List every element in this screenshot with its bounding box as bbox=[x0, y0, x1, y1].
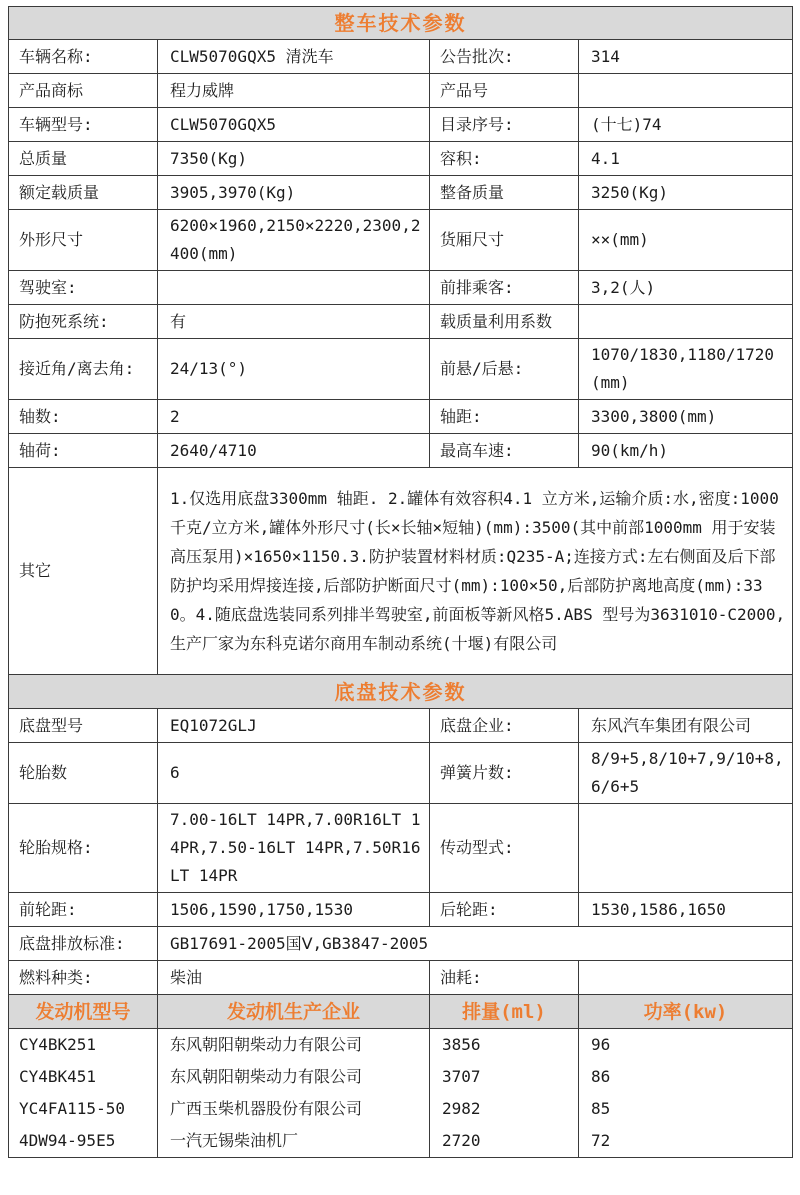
value-announcement-batch: 314 bbox=[579, 40, 793, 74]
label-spring-leaves: 弹簧片数: bbox=[430, 743, 579, 804]
engine-row bbox=[9, 1061, 793, 1093]
value-catalog-number: (十七)74 bbox=[579, 108, 793, 142]
value-approach-departure-angle: 24/13(°) bbox=[158, 339, 430, 400]
label-product-number: 产品号 bbox=[430, 74, 579, 108]
value-wheelbase: 3300,3800(mm) bbox=[579, 400, 793, 434]
label-curb-weight: 整备质量 bbox=[430, 176, 579, 210]
value-cargo-box-dimensions: ××(mm) bbox=[579, 210, 793, 271]
engine-row bbox=[9, 1093, 793, 1125]
table-row-model bbox=[9, 108, 793, 142]
value-cab bbox=[158, 271, 430, 305]
value-abs-system: 有 bbox=[158, 305, 430, 339]
label-fuel-type: 燃料种类: bbox=[9, 961, 158, 995]
value-rated-load: 3905,3970(Kg) bbox=[158, 176, 430, 210]
table-row-cab bbox=[9, 271, 793, 305]
engine-header-model: 发动机型号 bbox=[9, 995, 158, 1029]
value-rear-track: 1530,1586,1650 bbox=[579, 893, 793, 927]
label-announcement-batch: 公告批次: bbox=[430, 40, 579, 74]
label-gross-mass: 总质量 bbox=[9, 142, 158, 176]
value-transmission-type bbox=[579, 804, 793, 893]
label-tire-spec: 轮胎规格: bbox=[9, 804, 158, 893]
label-max-speed: 最高车速: bbox=[430, 434, 579, 468]
table-row-fuel bbox=[9, 961, 793, 995]
label-vehicle-name: 车辆名称: bbox=[9, 40, 158, 74]
value-product-brand: 程力威牌 bbox=[158, 74, 430, 108]
table-row-emission bbox=[9, 927, 793, 961]
engine-maker-cell: 广西玉柴机器股份有限公司 bbox=[158, 1093, 430, 1125]
table-row-gross-mass bbox=[9, 142, 793, 176]
label-cab: 驾驶室: bbox=[9, 271, 158, 305]
table-row-vehicle-name bbox=[9, 40, 793, 74]
engine-model-cell: CY4BK251 bbox=[9, 1029, 158, 1062]
engine-maker-cell: 东风朝阳朝柴动力有限公司 bbox=[158, 1029, 430, 1062]
label-front-passengers: 前排乘客: bbox=[430, 271, 579, 305]
label-front-rear-overhang: 前悬/后悬: bbox=[430, 339, 579, 400]
vehicle-section-header-row bbox=[9, 7, 793, 40]
value-axle-count: 2 bbox=[158, 400, 430, 434]
table-row-dimensions bbox=[9, 210, 793, 271]
label-axle-count: 轴数: bbox=[9, 400, 158, 434]
value-tire-spec: 7.00-16LT 14PR,7.00R16LT 14PR,7.50-16LT 14PR,7.50R16LT 14PR bbox=[158, 804, 430, 893]
label-rear-track: 后轮距: bbox=[430, 893, 579, 927]
engine-maker-cell: 东风朝阳朝柴动力有限公司 bbox=[158, 1061, 430, 1093]
value-chassis-model: EQ1072GLJ bbox=[158, 709, 430, 743]
engine-row bbox=[9, 1125, 793, 1158]
value-chassis-maker: 东风汽车集团有限公司 bbox=[579, 709, 793, 743]
table-row-brand bbox=[9, 74, 793, 108]
table-row-other bbox=[9, 468, 793, 675]
engine-power-cell: 86 bbox=[579, 1061, 793, 1093]
engine-table-header-row bbox=[9, 995, 793, 1029]
table-row-tire-spec bbox=[9, 804, 793, 893]
table-row-axles bbox=[9, 400, 793, 434]
vehicle-spec-table bbox=[8, 6, 793, 1158]
label-transmission-type: 传动型式: bbox=[430, 804, 579, 893]
engine-model-cell: CY4BK451 bbox=[9, 1061, 158, 1093]
value-gross-mass: 7350(Kg) bbox=[158, 142, 430, 176]
value-front-track: 1506,1590,1750,1530 bbox=[158, 893, 430, 927]
engine-displacement-cell: 2720 bbox=[430, 1125, 579, 1158]
chassis-section-title: 底盘技术参数 bbox=[9, 675, 793, 709]
engine-maker-cell: 一汽无锡柴油机厂 bbox=[158, 1125, 430, 1158]
label-vehicle-model: 车辆型号: bbox=[9, 108, 158, 142]
label-abs-system: 防抱死系统: bbox=[9, 305, 158, 339]
engine-header-displacement: 排量(ml) bbox=[430, 995, 579, 1029]
value-outline-dimensions: 6200×1960,2150×2220,2300,2400(mm) bbox=[158, 210, 430, 271]
engine-power-cell: 96 bbox=[579, 1029, 793, 1062]
label-volume: 容积: bbox=[430, 142, 579, 176]
value-other-notes: 1.仅选用底盘3300mm 轴距. 2.罐体有效容积4.1 立方米,运输介质:水,密度:1000 千克/立方米,罐体外形尺寸(长×长轴×短轴)(mm):3500(其中前部1000mm 用于安装高压泵用)×1650×1150.3.防护装置材料材质:Q235-A;连接方式:左右侧面及后下部防护均采用焊接连接,后部防护断面尺寸(mm):100×50,后部防护离地高度(mm):330。4.随底盘选装同系列排半驾驶室,前面板等新风格5.ABS 型号为3631010-C2000,生产厂家为东科克诺尔商用车制动系统(十堰)有限公司 bbox=[158, 468, 793, 675]
label-load-utilization: 载质量利用系数 bbox=[430, 305, 579, 339]
value-tire-count: 6 bbox=[158, 743, 430, 804]
label-outline-dimensions: 外形尺寸 bbox=[9, 210, 158, 271]
label-cargo-box-dimensions: 货厢尺寸 bbox=[430, 210, 579, 271]
label-emission-standard: 底盘排放标准: bbox=[9, 927, 158, 961]
table-row-axle-load bbox=[9, 434, 793, 468]
table-row-chassis-model bbox=[9, 709, 793, 743]
label-rated-load: 额定载质量 bbox=[9, 176, 158, 210]
label-tire-count: 轮胎数 bbox=[9, 743, 158, 804]
engine-row bbox=[9, 1029, 793, 1062]
value-vehicle-name: CLW5070GQX5 清洗车 bbox=[158, 40, 430, 74]
label-other: 其它 bbox=[9, 468, 158, 675]
value-fuel-type: 柴油 bbox=[158, 961, 430, 995]
value-spring-leaves: 8/9+5,8/10+7,9/10+8,6/6+5 bbox=[579, 743, 793, 804]
engine-header-maker: 发动机生产企业 bbox=[158, 995, 430, 1029]
value-fuel-consumption bbox=[579, 961, 793, 995]
table-row-tire-count bbox=[9, 743, 793, 804]
vehicle-section-title: 整车技术参数 bbox=[9, 7, 793, 40]
engine-header-power: 功率(kw) bbox=[579, 995, 793, 1029]
value-volume: 4.1 bbox=[579, 142, 793, 176]
value-front-passengers: 3,2(人) bbox=[579, 271, 793, 305]
chassis-section-header-row bbox=[9, 675, 793, 709]
engine-power-cell: 85 bbox=[579, 1093, 793, 1125]
label-product-brand: 产品商标 bbox=[9, 74, 158, 108]
label-chassis-maker: 底盘企业: bbox=[430, 709, 579, 743]
table-row-rated-load bbox=[9, 176, 793, 210]
table-row-track bbox=[9, 893, 793, 927]
label-front-track: 前轮距: bbox=[9, 893, 158, 927]
label-wheelbase: 轴距: bbox=[430, 400, 579, 434]
engine-displacement-cell: 3856 bbox=[430, 1029, 579, 1062]
label-chassis-model: 底盘型号 bbox=[9, 709, 158, 743]
label-approach-departure-angle: 接近角/离去角: bbox=[9, 339, 158, 400]
engine-model-cell: 4DW94-95E5 bbox=[9, 1125, 158, 1158]
value-product-number bbox=[579, 74, 793, 108]
engine-displacement-cell: 3707 bbox=[430, 1061, 579, 1093]
value-vehicle-model: CLW5070GQX5 bbox=[158, 108, 430, 142]
value-max-speed: 90(km/h) bbox=[579, 434, 793, 468]
engine-power-cell: 72 bbox=[579, 1125, 793, 1158]
label-catalog-number: 目录序号: bbox=[430, 108, 579, 142]
label-fuel-consumption: 油耗: bbox=[430, 961, 579, 995]
value-curb-weight: 3250(Kg) bbox=[579, 176, 793, 210]
value-axle-load: 2640/4710 bbox=[158, 434, 430, 468]
value-emission-standard: GB17691-2005国Ⅴ,GB3847-2005 bbox=[158, 927, 793, 961]
table-row-angles bbox=[9, 339, 793, 400]
engine-model-cell: YC4FA115-50 bbox=[9, 1093, 158, 1125]
engine-displacement-cell: 2982 bbox=[430, 1093, 579, 1125]
value-load-utilization bbox=[579, 305, 793, 339]
value-front-rear-overhang: 1070/1830,1180/1720(mm) bbox=[579, 339, 793, 400]
label-axle-load: 轴荷: bbox=[9, 434, 158, 468]
table-row-abs bbox=[9, 305, 793, 339]
